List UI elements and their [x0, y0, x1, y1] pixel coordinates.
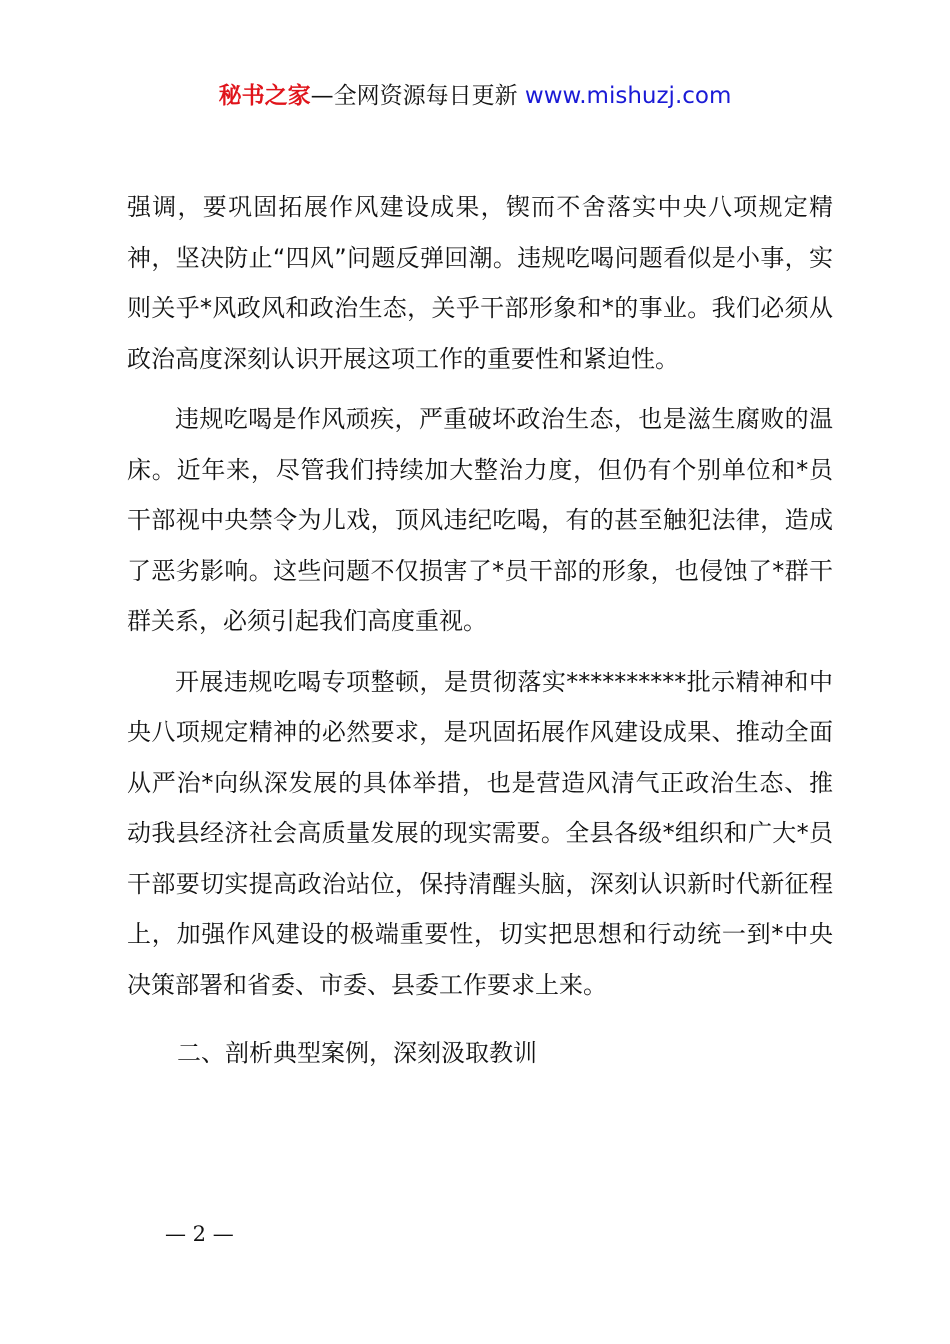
site-header: [0, 78, 950, 114]
paragraph-continuation: 强调，要巩固拓展作风建设成果，锲而不舍落实中央八项规定精神，坚决防止“四风”问题反弹回潮。违规吃喝问题看似是小事，实则关乎*风政风和政治生态，关乎干部形象和*的事业。我们必须从政治高度深刻认识开展这项工作的重要性和紧迫性。: [127, 193, 833, 373]
document-body: [127, 182, 833, 1089]
paragraph: 违规吃喝是作风顽疾，严重破坏政治生态，也是滋生腐败的温床。近年来，尽管我们持续加大整治力度，但仍有个别单位和*员干部视中央禁令为儿戏，顶风违纪吃喝，有的甚至触犯法律，造成了恶劣影响。这些问题不仅损害了*员干部的形象，也侵蚀了*群干群关系，必须引起我们高度重视。: [127, 405, 833, 635]
header-tagline: —全网资源每日更新: [310, 83, 518, 109]
brand-name: 秘书之家: [218, 83, 311, 109]
section-heading: 二、剖析典型案例，深刻汲取教训: [177, 1039, 537, 1067]
page-number: — 2 —: [165, 1222, 234, 1246]
site-url[interactable]: www.mishuzj.com: [517, 83, 732, 109]
paragraph: 开展违规吃喝专项整顿，是贯彻落实**********批示精神和中央八项规定精神的必然要求，是巩固拓展作风建设成果、推动全面从严治*向纵深发展的具体举措，也是营造风清气正政治生态、推动我县经济社会高质量发展的现实需要。全县各级*组织和广大*员干部要切实提高政治站位，保持清醒头脑，深刻认识新时代新征程上，加强作风建设的极端重要性，切实把思想和行动统一到*中央决策部署和省委、市委、县委工作要求上来。: [127, 667, 833, 999]
